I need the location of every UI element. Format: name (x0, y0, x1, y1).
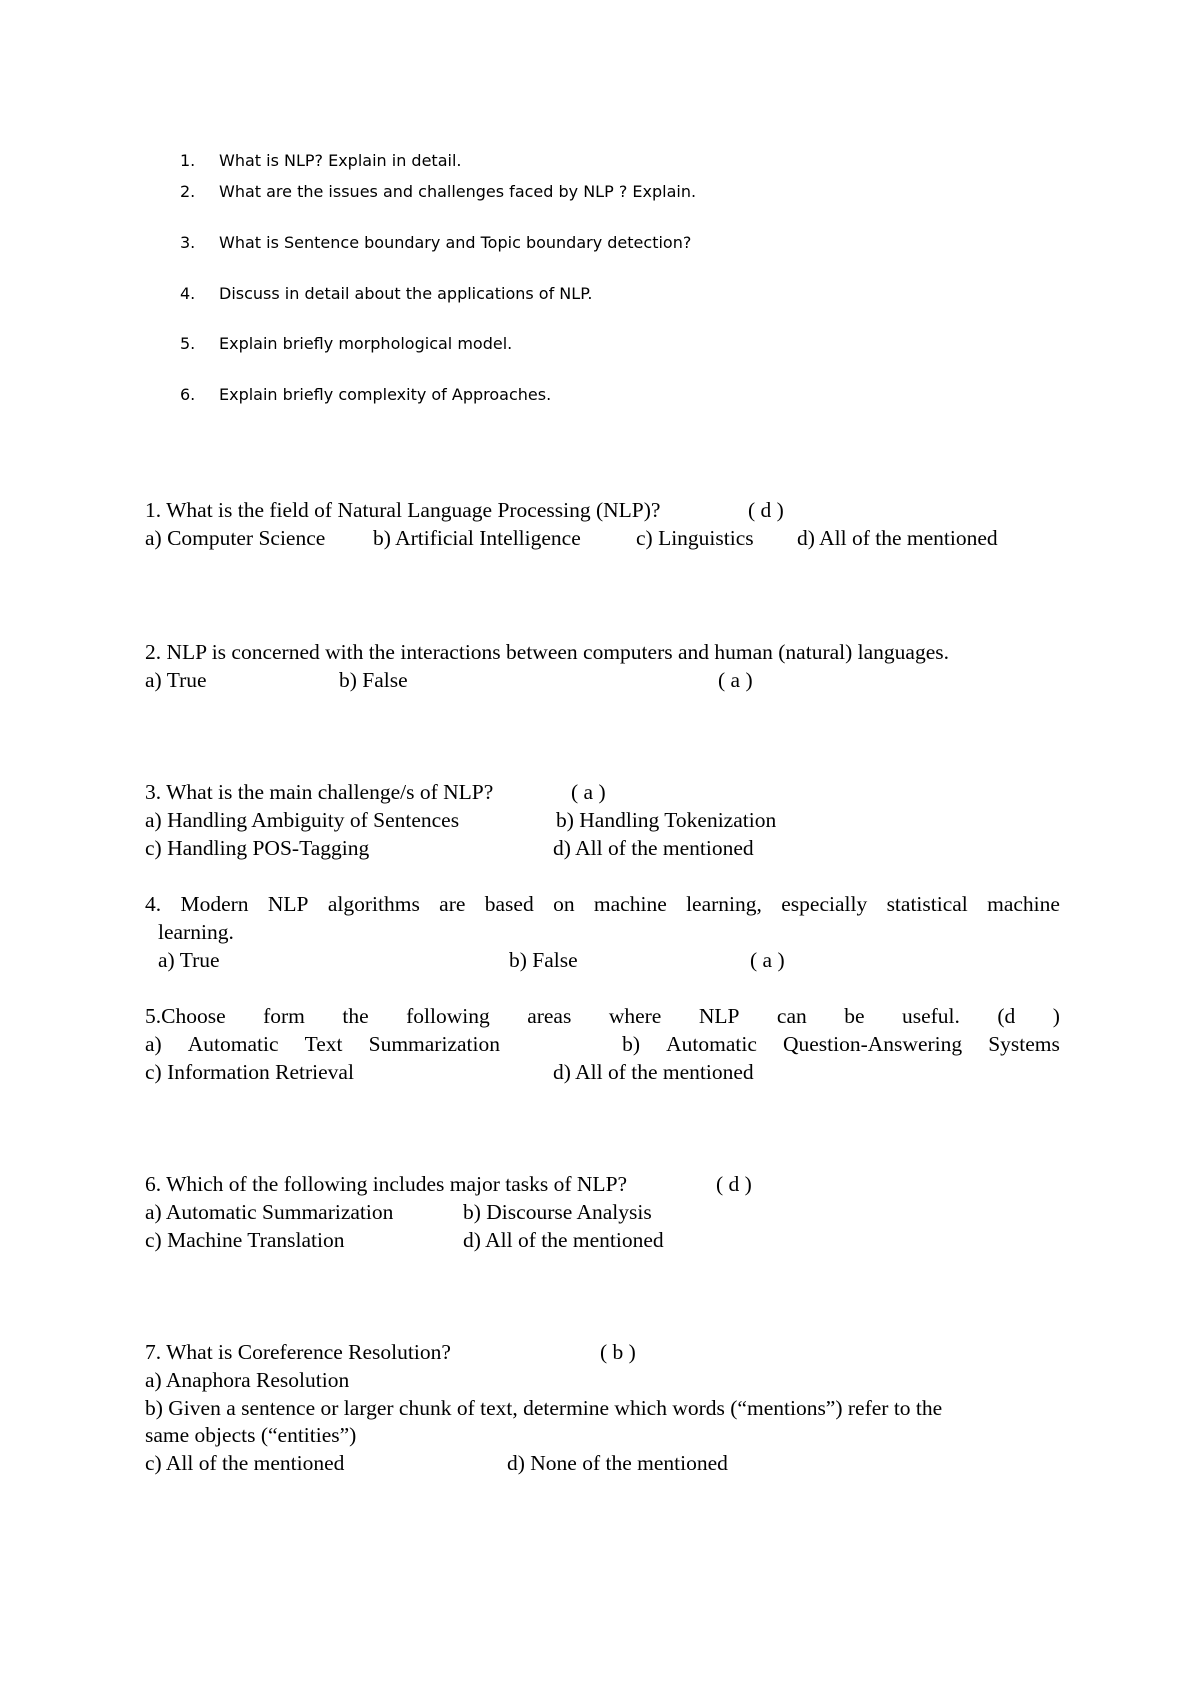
option-d: d) None of the mentioned (507, 1451, 728, 1475)
answer-key: ( a ) (571, 780, 606, 804)
option-a: a) Anaphora Resolution (145, 1368, 350, 1392)
option-c: c) Machine Translation (145, 1228, 345, 1252)
option-b-line-1: b) Given a sentence or larger chunk of text, determine which words (“mentions”) refer to the (145, 1396, 943, 1420)
short-question-text: Explain briefly complexity of Approaches. (219, 385, 552, 404)
question-text-continued: learning. (158, 920, 234, 944)
question-word: machine (593, 892, 667, 916)
question-word: can (776, 1004, 807, 1028)
question-word: 5.Choose (145, 1004, 226, 1028)
question-word: algorithms (327, 892, 420, 916)
short-question-number: 4. (180, 284, 196, 303)
option-a: a) Handling Ambiguity of Sentences (145, 808, 460, 832)
answer-key-close: ) (1052, 1004, 1060, 1028)
answer-key: ( d ) (748, 498, 784, 522)
short-question-number: 5. (180, 334, 196, 353)
short-question-text: Discuss in detail about the applications of NLP. (219, 284, 593, 303)
option-word: Systems (988, 1032, 1060, 1056)
question-word: NLP (267, 892, 309, 916)
option-word: Question-Answering (782, 1032, 963, 1056)
question-word: Modern (180, 892, 249, 916)
short-question-number: 3. (180, 233, 196, 252)
question-word: the (342, 1004, 369, 1028)
question-word: NLP (698, 1004, 740, 1028)
option-d: d) All of the mentioned (553, 1060, 754, 1084)
option-c: c) Information Retrieval (145, 1060, 354, 1084)
question-word: machine (987, 892, 1060, 916)
option-b-line-2: same objects (“entities”) (145, 1423, 357, 1447)
option-word: Summarization (368, 1032, 500, 1056)
answer-key: ( a ) (718, 668, 753, 692)
question-word: on (553, 892, 575, 916)
option-c: c) All of the mentioned (145, 1451, 345, 1475)
option-c: c) Linguistics (636, 526, 754, 550)
question-word: based (484, 892, 534, 916)
question-text: 3. What is the main challenge/s of NLP? (145, 780, 494, 804)
short-question-text: Explain briefly morphological model. (219, 334, 513, 353)
answer-key: ( a ) (750, 948, 785, 972)
option-d: d) All of the mentioned (463, 1228, 664, 1252)
question-word: following (406, 1004, 490, 1028)
question-word: 4. (145, 892, 162, 916)
question-word: especially (781, 892, 868, 916)
option-b: b) Handling Tokenization (556, 808, 777, 832)
question-text-justified (145, 1002, 1060, 1030)
options-ab-justified (145, 1030, 1060, 1058)
short-question-text: What is NLP? Explain in detail. (219, 151, 462, 170)
short-question-number: 2. (180, 182, 196, 201)
short-question-number: 6. (180, 385, 196, 404)
question-word: statistical (886, 892, 968, 916)
question-word: learning, (686, 892, 762, 916)
question-word: areas (527, 1004, 572, 1028)
short-question-text: What is Sentence boundary and Topic boundary detection? (219, 233, 692, 252)
option-a: a) Computer Science (145, 526, 326, 550)
question-word: are (439, 892, 466, 916)
option-a: a) True (158, 948, 220, 972)
option-b: b) Artificial Intelligence (373, 526, 581, 550)
option-word: a) (145, 1032, 162, 1056)
short-question-number: 1. (180, 151, 196, 170)
answer-key: ( b ) (600, 1340, 636, 1364)
question-text: 7. What is Coreference Resolution? (145, 1340, 451, 1364)
option-word: Automatic (666, 1032, 757, 1056)
question-text-justified (145, 890, 1060, 918)
answer-key: ( d ) (716, 1172, 752, 1196)
option-b: b) False (339, 668, 408, 692)
question-word: be (844, 1004, 865, 1028)
option-d: d) All of the mentioned (553, 836, 754, 860)
option-a: a) Automatic Summarization (145, 1200, 394, 1224)
question-word: useful. (901, 1004, 960, 1028)
question-text: 2. NLP is concerned with the interactions between computers and human (natural) languages. (145, 640, 950, 664)
option-b: b) False (509, 948, 578, 972)
question-word: where (608, 1004, 662, 1028)
option-c: c) Handling POS-Tagging (145, 836, 370, 860)
short-question-text: What are the issues and challenges faced by NLP ? Explain. (219, 182, 697, 201)
option-word: Text (304, 1032, 343, 1056)
question-text: 6. Which of the following includes major tasks of NLP? (145, 1172, 628, 1196)
option-a: a) True (145, 668, 207, 692)
question-text: 1. What is the field of Natural Language Processing (NLP)? (145, 498, 661, 522)
option-b: b) Discourse Analysis (463, 1200, 652, 1224)
option-gap (526, 1030, 596, 1058)
question-word: form (263, 1004, 305, 1028)
option-d: d) All of the mentioned (797, 526, 998, 550)
option-word: Automatic (187, 1032, 279, 1056)
answer-key-open: (d (997, 1004, 1016, 1028)
option-word: b) (622, 1032, 641, 1056)
